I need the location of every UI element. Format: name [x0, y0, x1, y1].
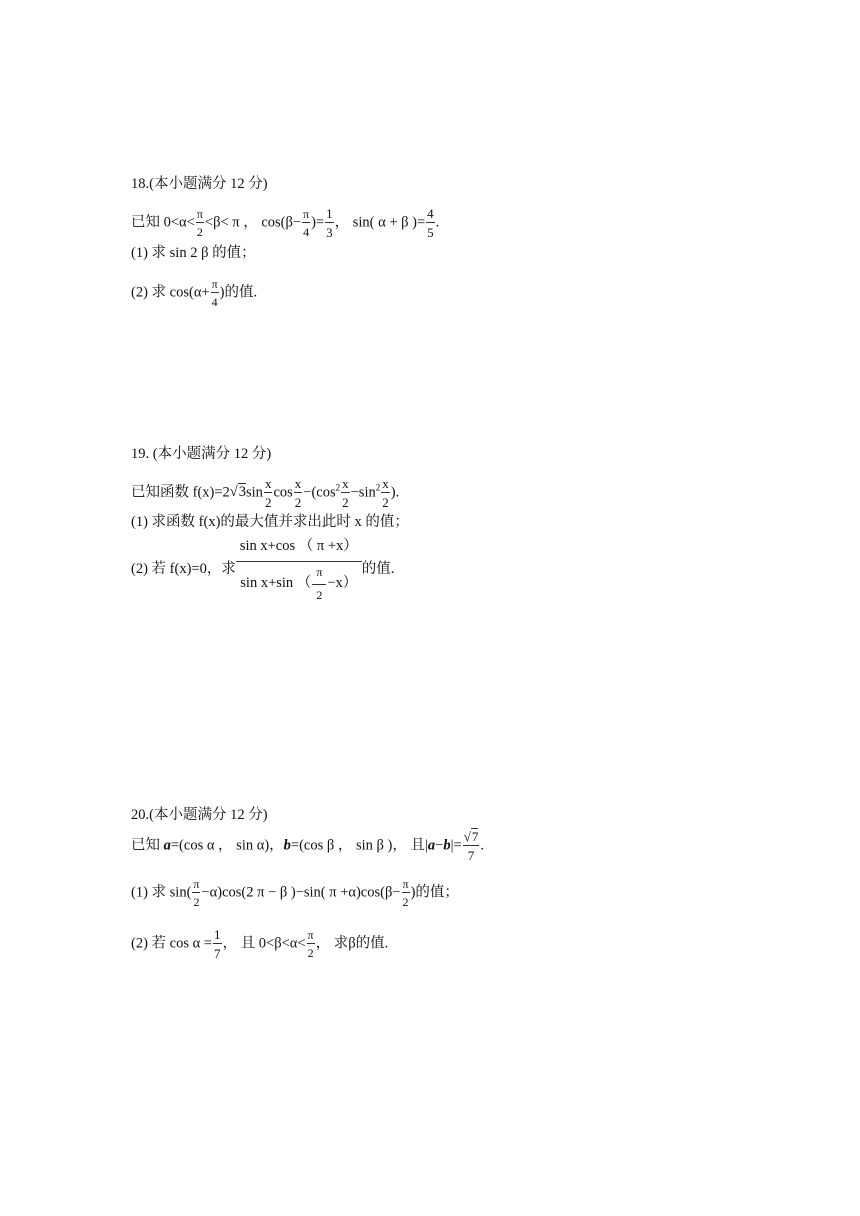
fraction: $\frac{1}{7}$	[214, 927, 221, 961]
fraction: $\frac{1}{3}$	[326, 206, 333, 240]
superscript: 2	[375, 482, 381, 493]
fraction-denominator: sin x+sin （ $\frac{\pi}{2}$ −x）	[240, 565, 358, 602]
q20-part1: (1) 求 sin( $\frac{\pi}{2}$ −α)cos(2 π − β )−sin( π +α)cos(β− $\frac{\pi}{2}$ )的值；	[131, 877, 459, 909]
fraction: $\frac{\pi}{4}$	[303, 207, 310, 239]
fraction: $\frac{\pi}{2}$	[402, 877, 409, 909]
vector-b: b	[283, 837, 291, 854]
fraction-numerator: sin x+cos （ π +x）	[236, 537, 362, 562]
vector-a: a	[163, 837, 171, 854]
fraction: $\frac{x}{2}$	[294, 476, 302, 510]
superscript: 2	[335, 482, 341, 493]
q18-text: 已知 0<α<	[131, 214, 195, 231]
q20-statement: 已知 a=(cos α ， sin α)，b=(cos β ， sin β )， 且|a−b|= $\frac{√7}{7}$ .	[131, 829, 484, 863]
fraction: $\frac{\pi}{2}$	[193, 877, 200, 909]
fraction: $\frac{√7}{7}$	[463, 829, 479, 863]
q19-statement: 已知函数 f(x)=2√3sin $\frac{x}{2}$ cos $\frac{x}{2}$ $-(\cos^2$ $\frac{x}{2}$ $-\sin^2$ $\frac{x}{2}$ ).	[131, 476, 400, 510]
q18-part2: (2) 求 cos(α+ $\frac{\pi}{4}$ )的值.	[131, 277, 258, 309]
fraction: $\frac{\pi}{2}$	[196, 207, 203, 239]
fraction: $\frac{\pi}{2}$	[312, 566, 326, 601]
big-fraction	[236, 537, 362, 601]
fraction: $\frac{x}{2}$	[264, 476, 272, 510]
q18-part1: (1) 求 sin 2 β 的值；	[131, 245, 256, 261]
q20-heading: 20.(本小题满分 12 分)	[131, 807, 268, 823]
q20-part2: (2) 若 cos α = $\frac{1}{7}$ ， 且 0<β<α< $\frac{\pi}{2}$ ， 求β的值.	[131, 927, 389, 961]
fraction: $\frac{\pi}{4}$	[211, 277, 218, 309]
sqrt-symbol: √7	[463, 829, 479, 844]
q19-part2: (2) 若 f(x)=0，求 sin x+cos （ π +x） sin x+sin （ $\frac{\pi}{2}$ −x） 的值.	[131, 538, 395, 602]
fraction: $\frac{x}{2}$	[342, 476, 349, 510]
fraction: $\frac{4}{5}$	[427, 206, 434, 240]
q19-part1: (1) 求函数 f(x)的最大值并求出此时 x 的值；	[131, 514, 409, 530]
q18-heading: 18.(本小题满分 12 分)	[131, 176, 268, 192]
sqrt-symbol: √3	[229, 484, 247, 501]
fraction: $\frac{\pi}{2}$	[307, 928, 314, 960]
fraction: $\frac{x}{2}$	[382, 476, 389, 510]
q18-statement: 已知 0<α< $\frac{\pi}{2}$ <β< π ， cos(β− $\frac{\pi}{4}$ )= $\frac{1}{3}$ ， sin( α + β )= $\frac{4}{5}$ .	[131, 206, 440, 240]
q19-heading: 19. (本小题满分 12 分)	[131, 446, 272, 462]
